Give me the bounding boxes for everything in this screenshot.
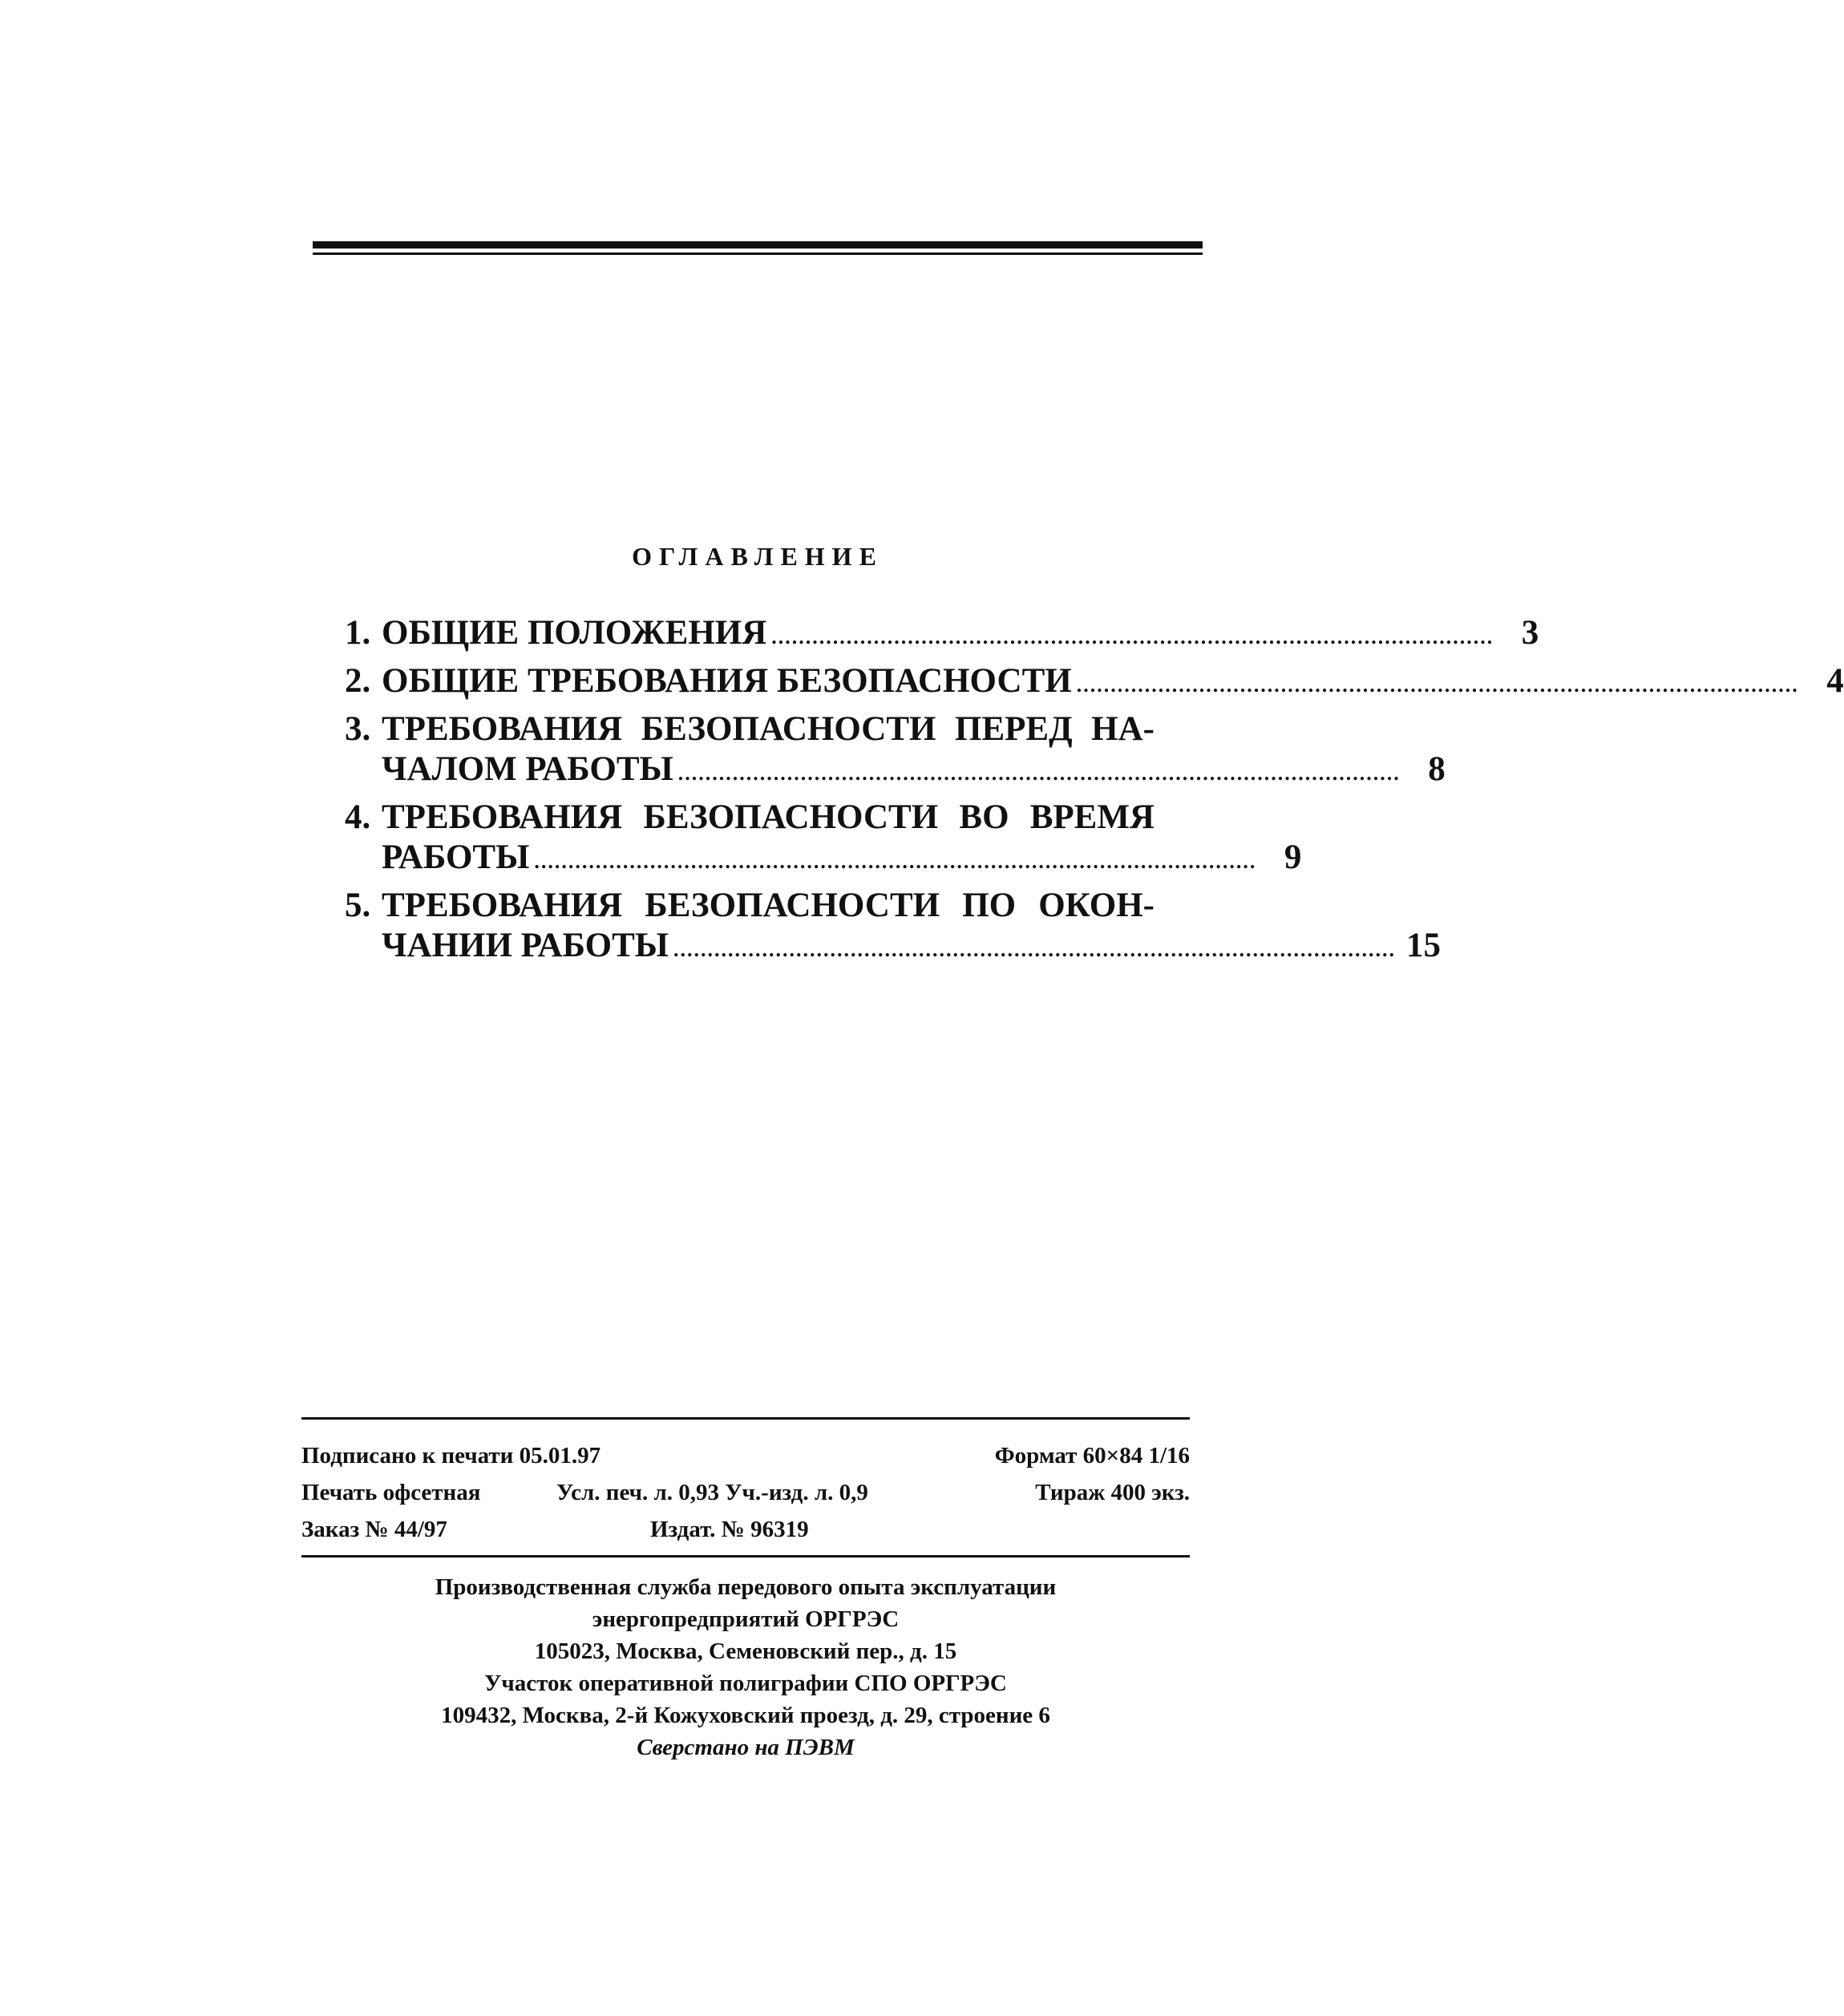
typeset-note: Сверстано на ПЭВМ [637,1735,855,1760]
top-rule-thin [313,253,1203,255]
toc-entry-text-cont: ЧАЛОМ РАБОТЫ [382,750,673,788]
table-of-contents [345,613,1844,974]
toc-entry-text: ОБЩИЕ ПОЛОЖЕНИЯ [382,614,767,652]
imprint-row-3 [301,1517,1190,1549]
toc-entry-page: 15 [1406,927,1442,964]
toc-title: ОГЛАВЛЕНИЕ [632,542,884,571]
toc-entry-number: 2. [345,662,371,700]
toc-entry-5[interactable] [345,886,1442,966]
toc-entry-4[interactable] [345,798,1302,878]
imprint-row-1 [301,1443,1190,1475]
publisher-number: Издат. № 96319 [650,1517,809,1542]
dot-leader: .......................................................................................................... [673,938,1397,961]
publisher-name: Производственная служба передового опыта эксплуатации [435,1574,1057,1600]
circulation: Тираж 400 экз. [1035,1480,1190,1505]
publisher-block [301,1571,1190,1763]
toc-entry-text: ОБЩИЕ ТРЕБОВАНИЯ БЕЗОПАСНОСТИ [382,662,1072,700]
toc-entry-text: ТРЕБОВАНИЯ БЕЗОПАСНОСТИ ПО ОКОН- [382,887,1155,924]
toc-entry-3[interactable] [345,709,1446,790]
imprint-rule-bottom [301,1555,1190,1557]
dot-leader: .......................................................................................................... [771,625,1494,648]
toc-entry-2[interactable] [345,661,1844,701]
publisher-name-cont: энергопредприятий ОРГРЭС [592,1606,900,1632]
toc-entry-page: 8 [1428,750,1446,788]
toc-entry-text: ТРЕБОВАНИЯ БЕЗОПАСНОСТИ ВО ВРЕМЯ [382,798,1155,836]
toc-entry-page: 9 [1284,838,1302,876]
toc-entry-page: 4 [1826,662,1844,700]
toc-entry-page: 3 [1521,614,1539,652]
publisher-address: 105023, Москва, Семеновский пер., д. 15 [534,1638,957,1664]
toc-entry-text-cont: ЧАНИИ РАБОТЫ [382,927,669,964]
top-rule-thick [313,241,1203,248]
dot-leader: .......................................................................................................... [534,850,1257,873]
toc-entry-number: 1. [345,614,371,652]
order-number: Заказ № 44/97 [301,1517,447,1542]
signed-date: Подписано к печати 05.01.97 [301,1443,601,1469]
toc-entry-number: 4. [345,798,371,836]
dot-leader: .......................................................................................................... [677,762,1401,785]
toc-entry-number: 5. [345,887,371,924]
imprint-row-2 [301,1480,1190,1512]
dot-leader: .......................................................................................................... [1076,673,1799,697]
paper-format: Формат 60×84 1/16 [994,1443,1190,1469]
toc-entry-text: ТРЕБОВАНИЯ БЕЗОПАСНОСТИ ПЕРЕД НА- [382,710,1155,748]
print-type: Печать офсетная [301,1480,481,1505]
toc-entry-1[interactable] [345,613,1539,653]
toc-entry-text-cont: РАБОТЫ [382,838,530,876]
print-shop-name: Участок оперативной полиграфии СПО ОРГРЭС [484,1671,1007,1696]
print-shop-address: 109432, Москва, 2-й Кожуховский проезд, д. 29, строение 6 [441,1703,1050,1728]
imprint-rule-top [301,1417,1190,1420]
sheet-counts: Усл. печ. л. 0,93 Уч.-изд. л. 0,9 [556,1480,868,1505]
toc-entry-number: 3. [345,710,371,748]
